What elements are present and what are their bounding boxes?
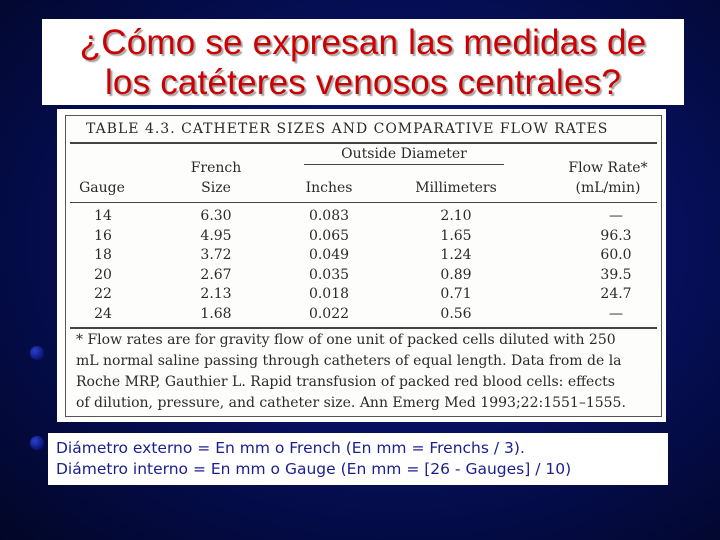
cell-flow-rate: 96.3 xyxy=(600,227,632,244)
cell-french: 3.72 xyxy=(200,247,232,263)
slide-title-line-1: ¿Cómo se expresan las medidas de xyxy=(79,23,647,62)
footnote-line: of dilution, pressure, and catheter size. Ann Emerg Med 1993;22:1551–1555. xyxy=(76,395,626,411)
bullet-icon xyxy=(30,346,44,360)
table-row xyxy=(66,306,661,326)
table-top-rule xyxy=(70,142,657,144)
cell-french: 6.30 xyxy=(200,208,232,224)
note-external-diameter: Diámetro externo = En mm o French (En mm = Frenchs / 3). xyxy=(56,439,525,457)
cell-french: 2.67 xyxy=(200,266,232,283)
cell-flow-rate: — xyxy=(609,305,623,322)
table-title: TABLE 4.3. CATHETER SIZES AND COMPARATIVE FLOW RATES xyxy=(86,121,609,137)
cell-french: 2.13 xyxy=(200,286,232,302)
header-outside-diameter: Outside Diameter xyxy=(341,146,467,162)
cell-flow-rate: 60.0 xyxy=(600,247,632,263)
footnote-line: * Flow rates are for gravity flow of one unit of packed cells diluted with 250 xyxy=(76,332,616,348)
footnote-line: Roche MRP, Gauthier L. Rapid transfusion of packed red blood cells: effects xyxy=(76,374,615,390)
table-frame xyxy=(65,115,662,417)
slide-title-line-2: los catéteres venosos centrales? xyxy=(104,63,622,102)
outside-diameter-rule xyxy=(304,164,504,165)
cell-gauge: 20 xyxy=(94,266,112,283)
cell-gauge: 22 xyxy=(94,286,112,302)
header-bottom-rule xyxy=(70,202,657,203)
cell-inches: 0.018 xyxy=(308,286,350,302)
cell-flow-rate: — xyxy=(609,208,623,224)
bullet-icon xyxy=(30,436,44,450)
cell-inches: 0.083 xyxy=(308,208,350,224)
table-row xyxy=(66,208,661,228)
cell-millimeters: 0.89 xyxy=(440,266,472,283)
cell-gauge: 16 xyxy=(94,227,112,244)
cell-gauge: 24 xyxy=(94,305,112,322)
cell-inches: 0.035 xyxy=(308,266,350,283)
table-row xyxy=(66,228,661,248)
header-gauge: Gauge xyxy=(79,180,125,196)
scanned-table-image xyxy=(57,109,666,422)
cell-gauge: 18 xyxy=(94,247,112,263)
header-millimeters: Millimeters xyxy=(415,180,497,196)
footnote-line: mL normal saline passing through catheters of equal length. Data from de la xyxy=(76,353,622,369)
cell-flow-rate: 39.5 xyxy=(600,266,632,283)
table-footnote xyxy=(76,330,658,414)
cell-millimeters: 1.65 xyxy=(440,227,472,244)
note-internal-diameter: Diámetro interno = En mm o Gauge (En mm = [26 - Gauges] / 10) xyxy=(56,460,572,478)
cell-millimeters: 0.71 xyxy=(440,286,472,302)
cell-millimeters: 0.56 xyxy=(440,305,472,322)
header-french-1: French xyxy=(190,160,242,176)
cell-french: 1.68 xyxy=(200,305,232,322)
header-inches: Inches xyxy=(305,180,353,196)
cell-inches: 0.065 xyxy=(308,227,350,244)
cell-gauge: 14 xyxy=(94,208,112,224)
cell-inches: 0.022 xyxy=(308,305,350,322)
header-flow-rate-1: Flow Rate* xyxy=(568,160,648,176)
header-french-2: Size xyxy=(201,180,231,196)
table-row xyxy=(66,247,661,267)
cell-inches: 0.049 xyxy=(308,247,350,263)
cell-french: 4.95 xyxy=(200,227,232,244)
header-flow-rate-2: (mL/min) xyxy=(575,180,641,196)
cell-millimeters: 1.24 xyxy=(440,247,472,263)
table-row xyxy=(66,286,661,306)
cell-flow-rate: 24.7 xyxy=(600,286,632,302)
cell-millimeters: 2.10 xyxy=(440,208,472,224)
slide-title-box xyxy=(42,19,684,105)
table-row xyxy=(66,267,661,287)
table-bottom-rule xyxy=(70,327,657,329)
conversion-note-box xyxy=(48,433,668,485)
